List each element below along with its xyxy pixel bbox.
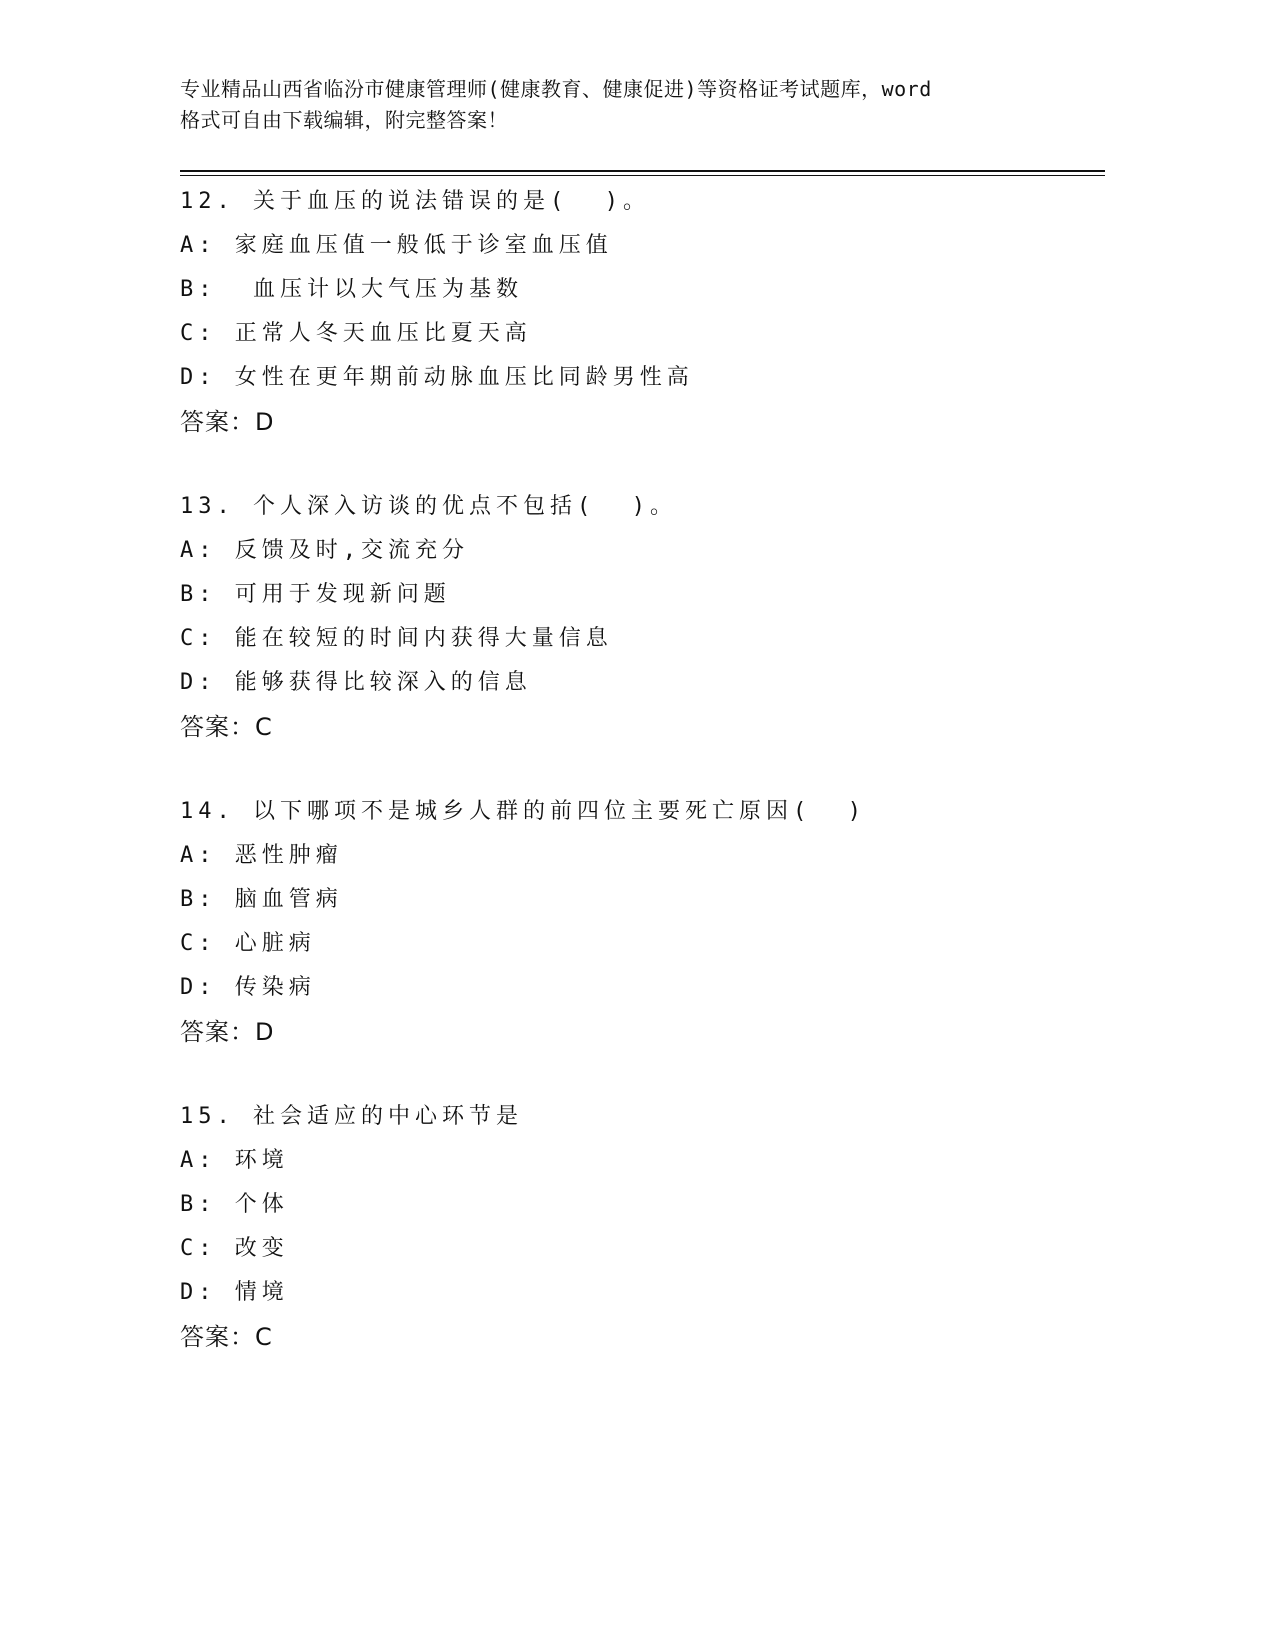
answer: 答案：C — [180, 713, 273, 741]
question-stem: 12. 关于血压的说法错误的是( )。 — [180, 189, 650, 214]
answer: 答案：D — [180, 1018, 275, 1046]
option: D: 情境 — [180, 1280, 289, 1305]
option: C: 心脏病 — [180, 931, 316, 956]
option: A: 恶性肿瘤 — [180, 843, 343, 868]
option: A: 环境 — [180, 1148, 289, 1173]
question-block — [180, 1095, 1080, 1359]
question-stem: 14. 以下哪项不是城乡人群的前四位主要死亡原因( ) — [180, 799, 866, 824]
option: D: 女性在更年期前动脉血压比同龄男性高 — [180, 365, 694, 390]
header-divider — [180, 170, 1105, 172]
question-stem: 15. 社会适应的中心环节是 — [180, 1104, 523, 1129]
option: D: 传染病 — [180, 975, 316, 1000]
option: B: 可用于发现新问题 — [180, 582, 451, 607]
document-header — [180, 74, 1060, 136]
option: B: 个体 — [180, 1192, 289, 1217]
question-block — [180, 790, 1080, 1054]
answer: 答案：C — [180, 1323, 273, 1351]
option: A: 家庭血压值一般低于诊室血压值 — [180, 233, 613, 258]
option: C: 能在较短的时间内获得大量信息 — [180, 626, 613, 651]
question-block — [180, 180, 1080, 444]
question-stem: 13. 个人深入访谈的优点不包括( )。 — [180, 494, 677, 519]
question-block — [180, 485, 1080, 749]
answer: 答案：D — [180, 408, 275, 436]
header-line-2: 格式可自由下载编辑，附完整答案！ — [180, 108, 508, 132]
option: C: 改变 — [180, 1236, 289, 1261]
option: A: 反馈及时,交流充分 — [180, 538, 469, 563]
header-divider-thin — [180, 175, 1105, 176]
option: B: 血压计以大气压为基数 — [180, 277, 523, 302]
option: D: 能够获得比较深入的信息 — [180, 670, 532, 695]
header-line-1: 专业精品山西省临汾市健康管理师(健康教育、健康促进)等资格证考试题库，word — [180, 77, 932, 101]
option: C: 正常人冬天血压比夏天高 — [180, 321, 532, 346]
option: B: 脑血管病 — [180, 887, 343, 912]
